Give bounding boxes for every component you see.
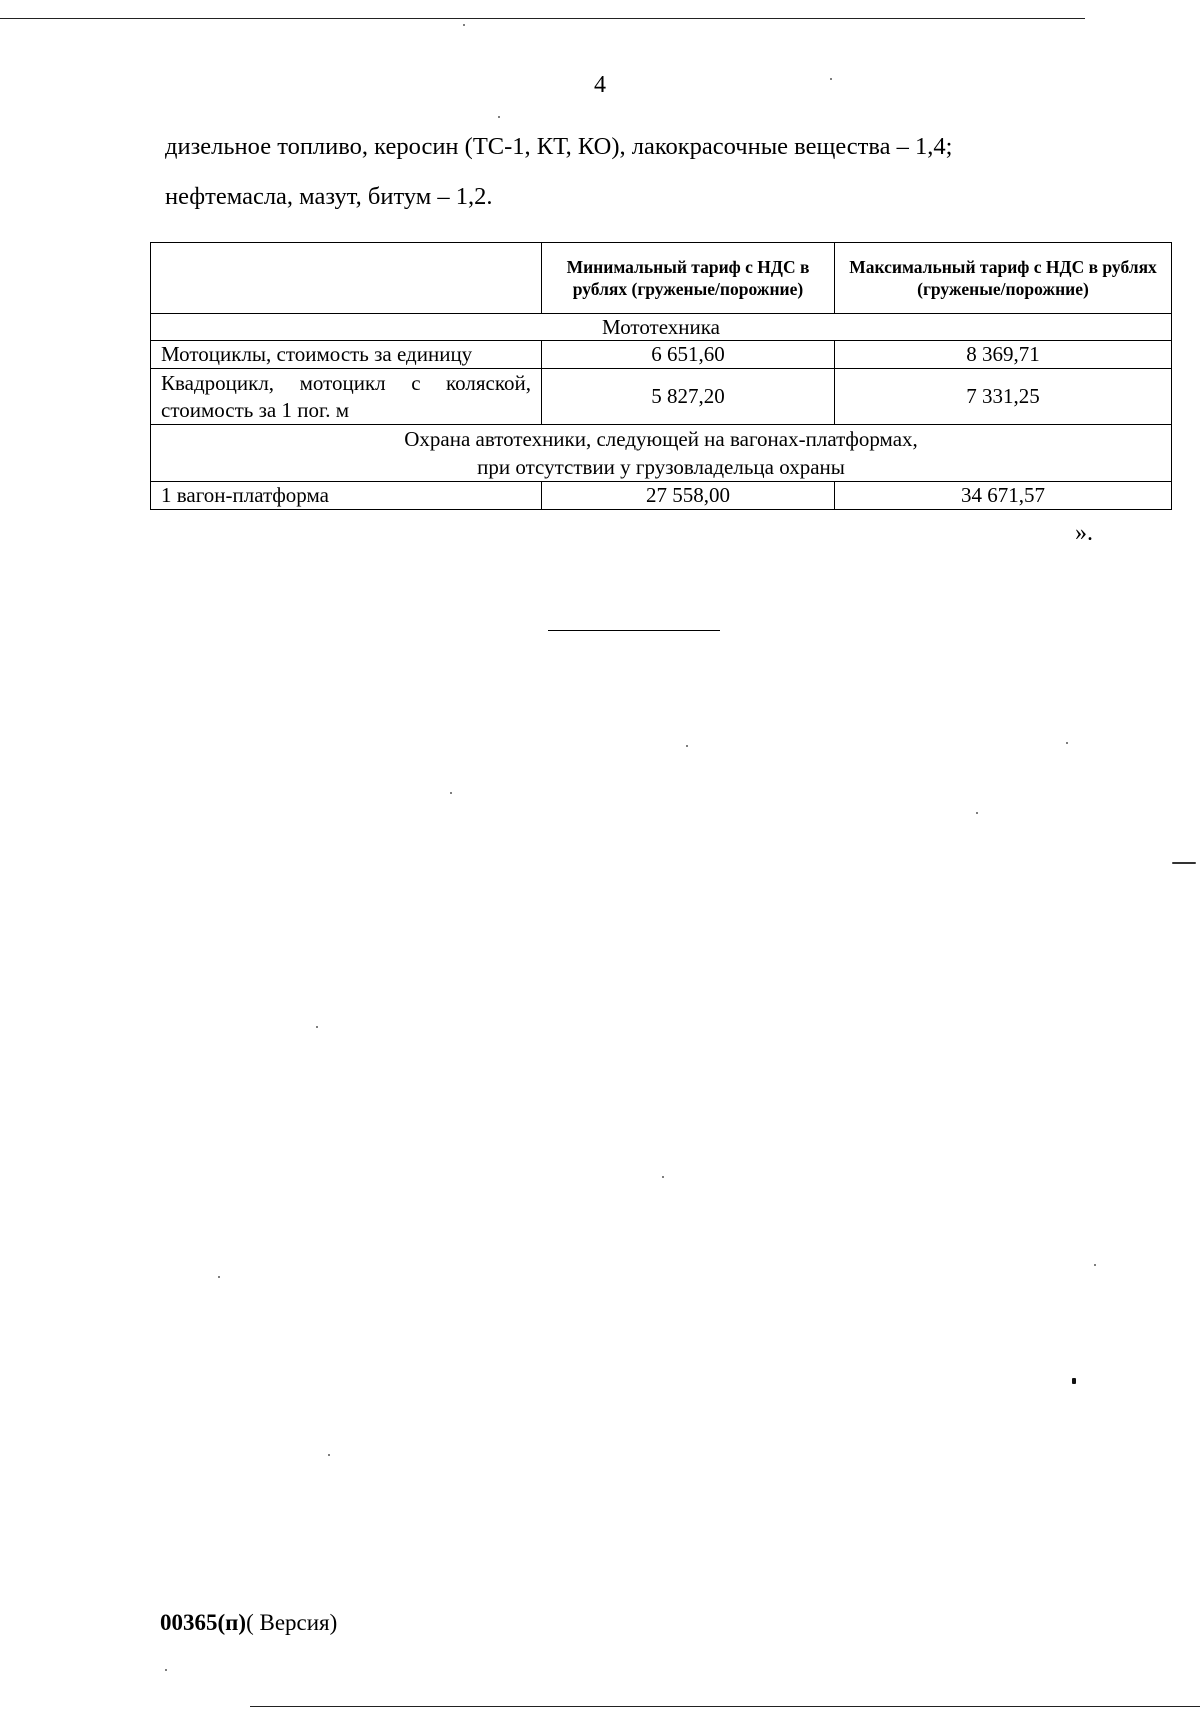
scan-speck xyxy=(1094,1264,1096,1266)
section-title-guard-line-2: при отсутствии у грузовладельца охраны xyxy=(477,455,845,479)
table-row xyxy=(151,482,1172,510)
section-title-guard xyxy=(151,425,1172,482)
intro-paragraph xyxy=(165,122,1107,222)
scan-border-bottom xyxy=(250,1706,1200,1707)
scan-speck xyxy=(463,24,465,26)
scan-speck xyxy=(1072,1378,1076,1384)
scan-speck xyxy=(218,1276,220,1278)
scan-speck xyxy=(450,792,452,794)
table-row xyxy=(151,369,1172,425)
row-name-cell: Мотоциклы, стоимость за единицу xyxy=(151,341,542,369)
section-title-guard-line-1: Охрана автотехники, следующей на вагонах-платформах, xyxy=(404,427,918,451)
closing-quote: ». xyxy=(1075,520,1093,546)
section-row-motorcycles xyxy=(151,314,1172,341)
row-min-cell: 5 827,20 xyxy=(542,369,835,425)
row-max-cell: 8 369,71 xyxy=(835,341,1172,369)
row-max-cell: 34 671,57 xyxy=(835,482,1172,510)
intro-line-2: нефтемасла, мазут, битум – 1,2. xyxy=(165,183,493,210)
intro-line-1: дизельное топливо, керосин (ТС-1, КТ, КО), лакокрасочные вещества – 1,4; xyxy=(165,133,953,160)
header-cell-min-tariff: Минимальный тариф с НДС в рублях (груженые/порожние) xyxy=(542,243,835,314)
document-code xyxy=(160,1610,337,1636)
scan-speck xyxy=(1066,742,1068,744)
end-of-document-rule xyxy=(548,630,720,631)
scan-speck xyxy=(686,745,688,747)
scan-speck xyxy=(498,116,500,118)
document-code-version: ( Версия) xyxy=(246,1610,338,1635)
row-name-cell: Квадроцикл, мотоцикл с коляской, стоимость за 1 пог. м xyxy=(151,369,542,425)
table-header-row xyxy=(151,243,1172,314)
header-cell-name xyxy=(151,243,542,314)
section-row-guard xyxy=(151,425,1172,482)
section-title-motorcycles: Мототехника xyxy=(151,314,1172,341)
tariff-table xyxy=(150,242,1172,510)
row-max-cell: 7 331,25 xyxy=(835,369,1172,425)
row-min-cell: 27 558,00 xyxy=(542,482,835,510)
scan-speck xyxy=(976,812,978,814)
scan-speck xyxy=(830,78,832,80)
page-number: 4 xyxy=(594,72,606,98)
scan-speck xyxy=(316,1026,318,1028)
header-cell-max-tariff: Максимальный тариф с НДС в рублях (груженые/порожние) xyxy=(835,243,1172,314)
scan-border-top xyxy=(0,18,1085,19)
table-row xyxy=(151,341,1172,369)
scan-speck xyxy=(328,1454,330,1456)
scan-speck xyxy=(165,1669,167,1671)
document-code-number: 00365(п) xyxy=(160,1610,247,1635)
row-min-cell: 6 651,60 xyxy=(542,341,835,369)
scan-speck xyxy=(1172,862,1196,864)
row-name-cell: 1 вагон-платформа xyxy=(151,482,542,510)
scan-speck xyxy=(662,1176,664,1178)
